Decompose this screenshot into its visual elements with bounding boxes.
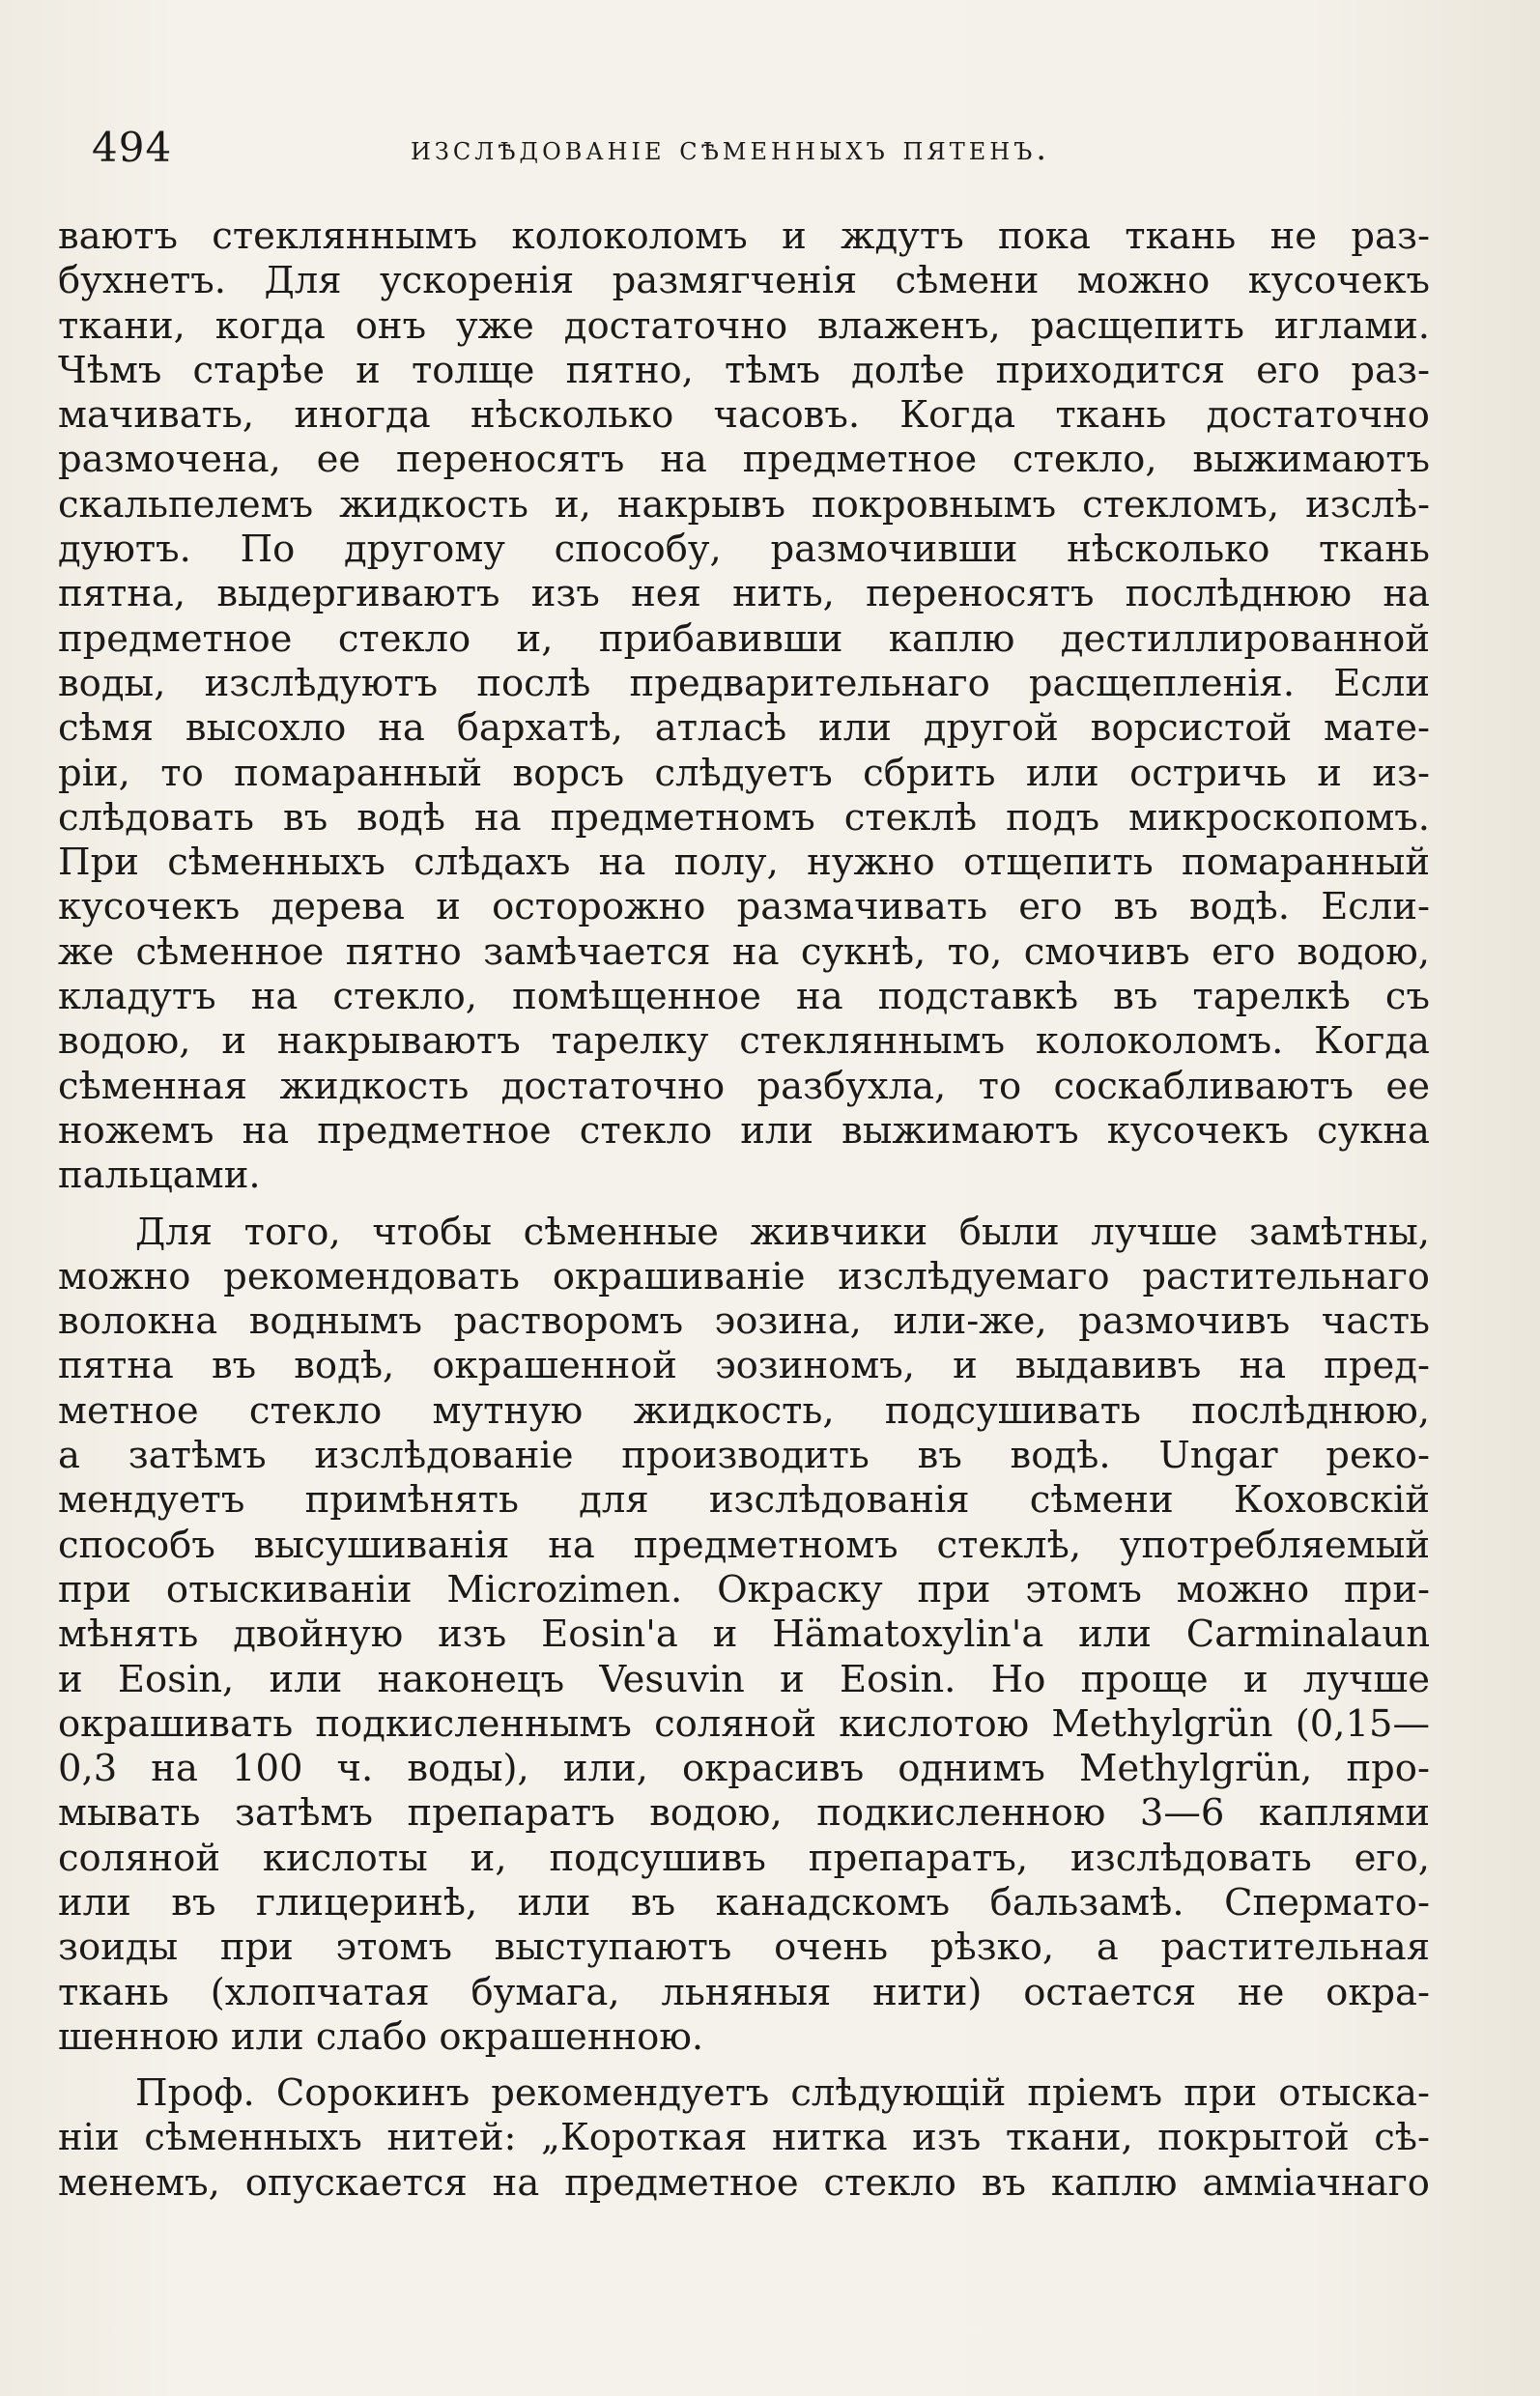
paragraph: [58, 2071, 1430, 2206]
text-line: можно рекомендовать окрашиваніе изслѣдуемаго растительнаго: [58, 1254, 1430, 1298]
text-line: предметное стекло и, прибавивши каплю дестиллированной: [58, 616, 1430, 661]
paragraph-gap: [58, 1199, 1430, 1211]
text-line: менемъ, опускается на предметное стекло въ каплю амміачнаго: [58, 2160, 1430, 2205]
text-line: окрашивать подкисленнымъ соляной кислотою Methylgrün (0,15—: [58, 1701, 1430, 1746]
paragraph: [58, 214, 1430, 1199]
text-line: и Eosin, или наконецъ Vesuvin и Eosin. Но проще и лучше: [58, 1657, 1430, 1701]
text-line: ніи сѣменныхъ нитей: „Короткая нитка изъ ткани, покрытой сѣ-: [58, 2116, 1430, 2160]
text-line: сѣменная жидкость достаточно разбухла, то соскабливаютъ ее: [58, 1064, 1430, 1108]
text-line: ножемъ на предметное стекло или выжимаютъ кусочекъ сукна: [58, 1108, 1430, 1153]
page-header: [92, 124, 1427, 182]
text-line: ткань (хлопчатая бумага, льняныя нити) остается не окра-: [58, 1970, 1430, 2014]
text-line: мачивать, иногда нѣсколько часовъ. Когда ткань достаточно: [58, 393, 1430, 438]
text-line: ріи, то помаранный ворсъ слѣдуетъ сбрить или остричь и из-: [58, 751, 1430, 795]
text-line: мѣнять двойную изъ Eosin'а и Hämatoxylin'а или Carminalaun: [58, 1612, 1430, 1657]
text-line: кладутъ на стекло, помѣщенное на подставкѣ въ тарелкѣ съ: [58, 975, 1430, 1019]
text-line: слѣдовать въ водѣ на предметномъ стеклѣ подъ микроскопомъ.: [58, 795, 1430, 840]
text-line: шенною или слабо окрашенною.: [58, 2014, 704, 2059]
text-line: а затѣмъ изслѣдованіе производить въ водѣ. Ungar реко-: [58, 1434, 1430, 1478]
text-line: бухнетъ. Для ускоренія размягченія сѣмени можно кусочекъ: [58, 259, 1430, 303]
text-line: дуютъ. По другому способу, размочивши нѣсколько ткань: [58, 528, 1430, 572]
text-line: при отыскиваніи Microzimen. Окраску при этомъ можно при-: [58, 1567, 1430, 1612]
text-line: воды, изслѣдуютъ послѣ предварительнаго расщепленія. Если: [58, 661, 1430, 705]
page-number: 494: [92, 124, 173, 171]
text-line: метное стекло мутную жидкость, подсушивать послѣднюю,: [58, 1388, 1430, 1433]
text-line: ткани, когда онъ уже достаточно влаженъ, расщепить иглами.: [58, 303, 1430, 348]
paragraph-gap: [58, 2060, 1430, 2071]
text-line: ваютъ стекляннымъ колоколомъ и ждутъ пока ткань не раз-: [58, 214, 1430, 258]
text-line: Проф. Сорокинъ рекомендуетъ слѣдующій пріемъ при отыска-: [135, 2071, 1430, 2116]
text-line: соляной кислоты и, подсушивъ препаратъ, изслѣдовать его,: [58, 1836, 1430, 1880]
text-line: способъ высушиванія на предметномъ стеклѣ, употребляемый: [58, 1523, 1430, 1567]
text-line: зоиды при этомъ выступаютъ очень рѣзко, а растительная: [58, 1925, 1430, 1970]
text-line: или въ глицеринѣ, или въ канадскомъ бальзамѣ. Спермато-: [58, 1880, 1430, 1925]
text-line: Чѣмъ старѣе и толще пятно, тѣмъ долѣе приходится его раз-: [58, 348, 1430, 392]
text-line: сѣмя высохло на бархатѣ, атласѣ или другой ворсистой мате-: [58, 706, 1430, 751]
running-title: изслѣдованіе сѣменныхъ пятенъ.: [411, 129, 1051, 168]
text-line: волокна воднымъ растворомъ эозина, или-же, размочивъ часть: [58, 1299, 1430, 1344]
text-line: водою, и накрываютъ тарелку стекляннымъ колоколомъ. Когда: [58, 1019, 1430, 1064]
text-line: пальцами.: [58, 1154, 261, 1198]
text-line: скальпелемъ жидкость и, накрывъ покровнымъ стекломъ, изслѣ-: [58, 482, 1430, 527]
text-line: пятна, выдергиваютъ изъ нея нить, переносятъ послѣднюю на: [58, 572, 1430, 616]
text-line: Для того, чтобы сѣменные живчики были лучше замѣтны,: [135, 1210, 1430, 1254]
paragraph: [58, 1211, 1430, 2061]
text-line: же сѣменное пятно замѣчается на сукнѣ, то, смочивъ его водою,: [58, 929, 1430, 974]
text-line: кусочекъ дерева и осторожно размачивать его въ водѣ. Если-: [58, 885, 1430, 929]
text-line: пятна въ водѣ, окрашенной эозиномъ, и выдавивъ на пред-: [58, 1344, 1430, 1388]
text-line: При сѣменныхъ слѣдахъ на полу, нужно отщепить помаранный: [58, 841, 1430, 885]
text-line: размочена, ее переносятъ на предметное стекло, выжимаютъ: [58, 438, 1430, 482]
body-text: [58, 214, 1430, 2206]
text-line: 0,3 на 100 ч. воды), или, окрасивъ однимъ Methylgrün, про-: [58, 1747, 1430, 1791]
text-line: мывать затѣмъ препаратъ водою, подкисленною 3—6 каплями: [58, 1791, 1430, 1836]
text-line: мендуетъ примѣнять для изслѣдованія сѣмени Коховскій: [58, 1478, 1430, 1523]
